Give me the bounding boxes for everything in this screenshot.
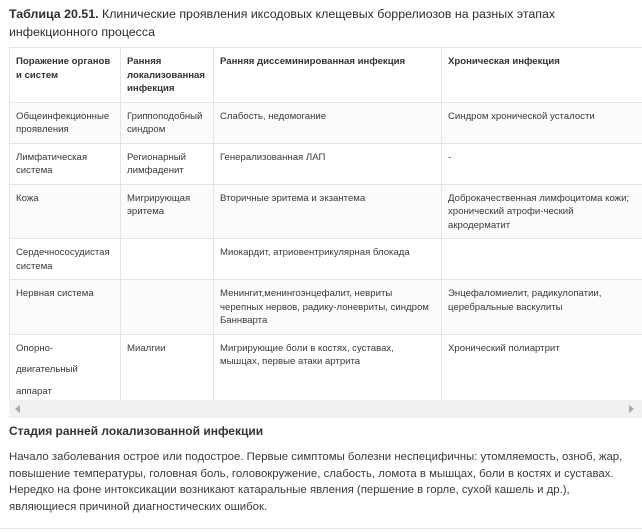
table-row: [10, 239, 642, 280]
table-cell: Энцефаломиелит, радикулопатии, церебральные васкулиты: [442, 280, 642, 335]
table-cell: Миокардит, атриовентрикулярная блокада: [214, 239, 442, 280]
arrow-right-icon[interactable]: [629, 405, 634, 413]
table-cell: Мигрирующие боли в костях, суставах, мышцах, первые атаки артрита: [214, 334, 442, 409]
table-cell: [442, 239, 642, 280]
table-cell: Вторичные эритема и экзантема: [214, 184, 442, 239]
table-row: [10, 143, 642, 184]
table-caption-label: Таблица 20.51.: [9, 7, 99, 21]
table-cell-text: Опорно-двигательный аппарат: [16, 342, 78, 397]
table-cell: [10, 334, 121, 409]
table-container: [9, 47, 642, 417]
clinical-manifestations-table: [9, 47, 642, 410]
table-cell: Синдром хронической усталости: [442, 102, 642, 143]
table-cell: [121, 280, 214, 335]
table-cell: Хронический полиартрит: [442, 334, 642, 409]
table-cell: Доброкачественная лимфоцитома кожи; хронический атрофи-ческий акродерматит: [442, 184, 642, 239]
table-cell: Регионарный лимфаденит: [121, 143, 214, 184]
section-body-text: Начало заболевания острое или подострое. Первые симптомы болезни неспецифичны: утомляемость, озноб, жар, повышение температуры, головная боль, головокружение, слабость, ломота в мышцах, боли в костях и суставах. Нередко на фоне интоксикации возникают катаральные явления (першение в горле, сухой кашель и др.), являющиеся причиной диагностических ошибок.: [9, 451, 623, 514]
table-cell: Кожа: [10, 184, 121, 239]
table-caption-text: Клинические проявления иксодовых клещевых боррелиозов на разных этапах инфекционного процесса: [9, 7, 556, 39]
table-cell: Общеинфекционные проявления: [10, 102, 121, 143]
table-cell: Менингит,менингоэнцефалит, невриты черепных нервов, радику-лоневриты, синдром Баннварта: [214, 280, 442, 335]
arrow-left-icon[interactable]: [15, 405, 20, 413]
table-cell: Генерализованная ЛАП: [214, 143, 442, 184]
table-row: [10, 280, 642, 335]
table-cell: Лимфатическая система: [10, 143, 121, 184]
table-row: [10, 102, 642, 143]
table-caption: [9, 6, 639, 41]
section-heading: Стадия ранней локализованной инфекции: [9, 424, 264, 438]
table-cell: Гриппоподобный синдром: [121, 102, 214, 143]
header-early-localized: Ранняя локализованная инфекция: [121, 48, 214, 103]
table-header-row: [10, 48, 642, 103]
header-organs: Поражение органов и систем: [10, 48, 121, 103]
header-chronic: Хроническая инфекция: [442, 48, 642, 103]
header-early-disseminated: Ранняя диссеминированная инфекция: [214, 48, 442, 103]
horizontal-scrollbar[interactable]: [9, 400, 642, 418]
table-cell: Слабость, недомогание: [214, 102, 442, 143]
table-cell: Миалгии: [121, 334, 214, 409]
table-cell: Нервная система: [10, 280, 121, 335]
table-cell: Сердечнососудистая система: [10, 239, 121, 280]
table-cell: Мигрирующая эритема: [121, 184, 214, 239]
divider: [0, 528, 642, 529]
table-row: [10, 184, 642, 239]
table-cell: -: [442, 143, 642, 184]
table-row: [10, 334, 642, 409]
table-cell: [121, 239, 214, 280]
